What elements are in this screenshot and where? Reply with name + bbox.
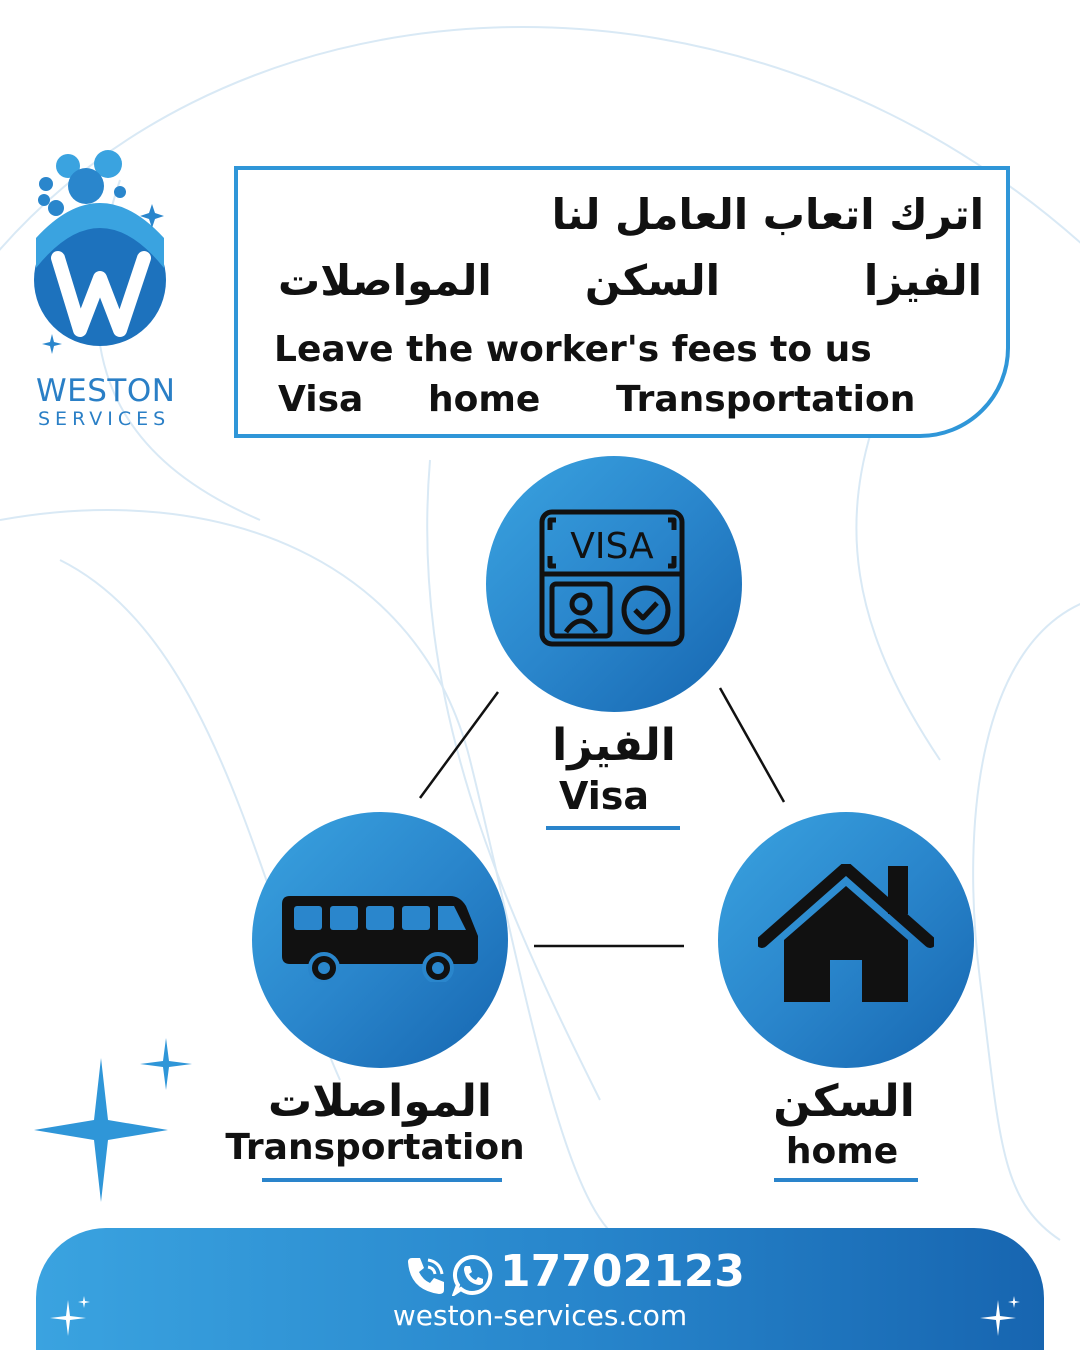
card-item-ar-transport: المواصلات: [278, 256, 492, 305]
card-title-english: Leave the worker's fees to us: [274, 329, 872, 370]
bus-icon: [282, 896, 480, 982]
phone-number[interactable]: 17702123: [500, 1246, 745, 1297]
card-item-en-home: home: [428, 379, 541, 420]
card-item-en-transport: Transportation: [616, 379, 916, 420]
whatsapp-icon: [452, 1254, 494, 1296]
home-underline: [774, 1178, 918, 1182]
visa-label-arabic: الفيزا: [552, 720, 676, 771]
home-label-english: home: [785, 1131, 899, 1172]
home-circle: [718, 812, 974, 1068]
website-link[interactable]: weston-services.com: [392, 1299, 688, 1332]
card-item-ar-home: السكن: [584, 256, 720, 305]
visa-icon: [538, 508, 686, 648]
transport-underline: [262, 1178, 502, 1182]
visa-icon-text: VISA: [570, 526, 654, 567]
card-title-arabic: اترك اتعاب العامل لنا: [551, 190, 984, 239]
visa-label-english: Visa: [558, 774, 650, 818]
transport-label-arabic: المواصلات: [268, 1076, 492, 1127]
house-icon: [758, 864, 934, 1006]
phone-icon: [404, 1254, 446, 1296]
card-item-en-visa: Visa: [278, 379, 364, 420]
visa-circle: [486, 456, 742, 712]
transport-circle: [252, 812, 508, 1068]
card-item-ar-visa: الفيزا: [863, 256, 982, 305]
brand-subtitle: SERVICES: [38, 408, 171, 430]
sparkle-small-icon: [140, 1038, 192, 1090]
transport-label-english: Transportation: [225, 1127, 525, 1168]
home-label-arabic: السكن: [773, 1076, 915, 1127]
visa-underline: [546, 826, 680, 830]
brand-name: WESTON: [36, 373, 176, 409]
